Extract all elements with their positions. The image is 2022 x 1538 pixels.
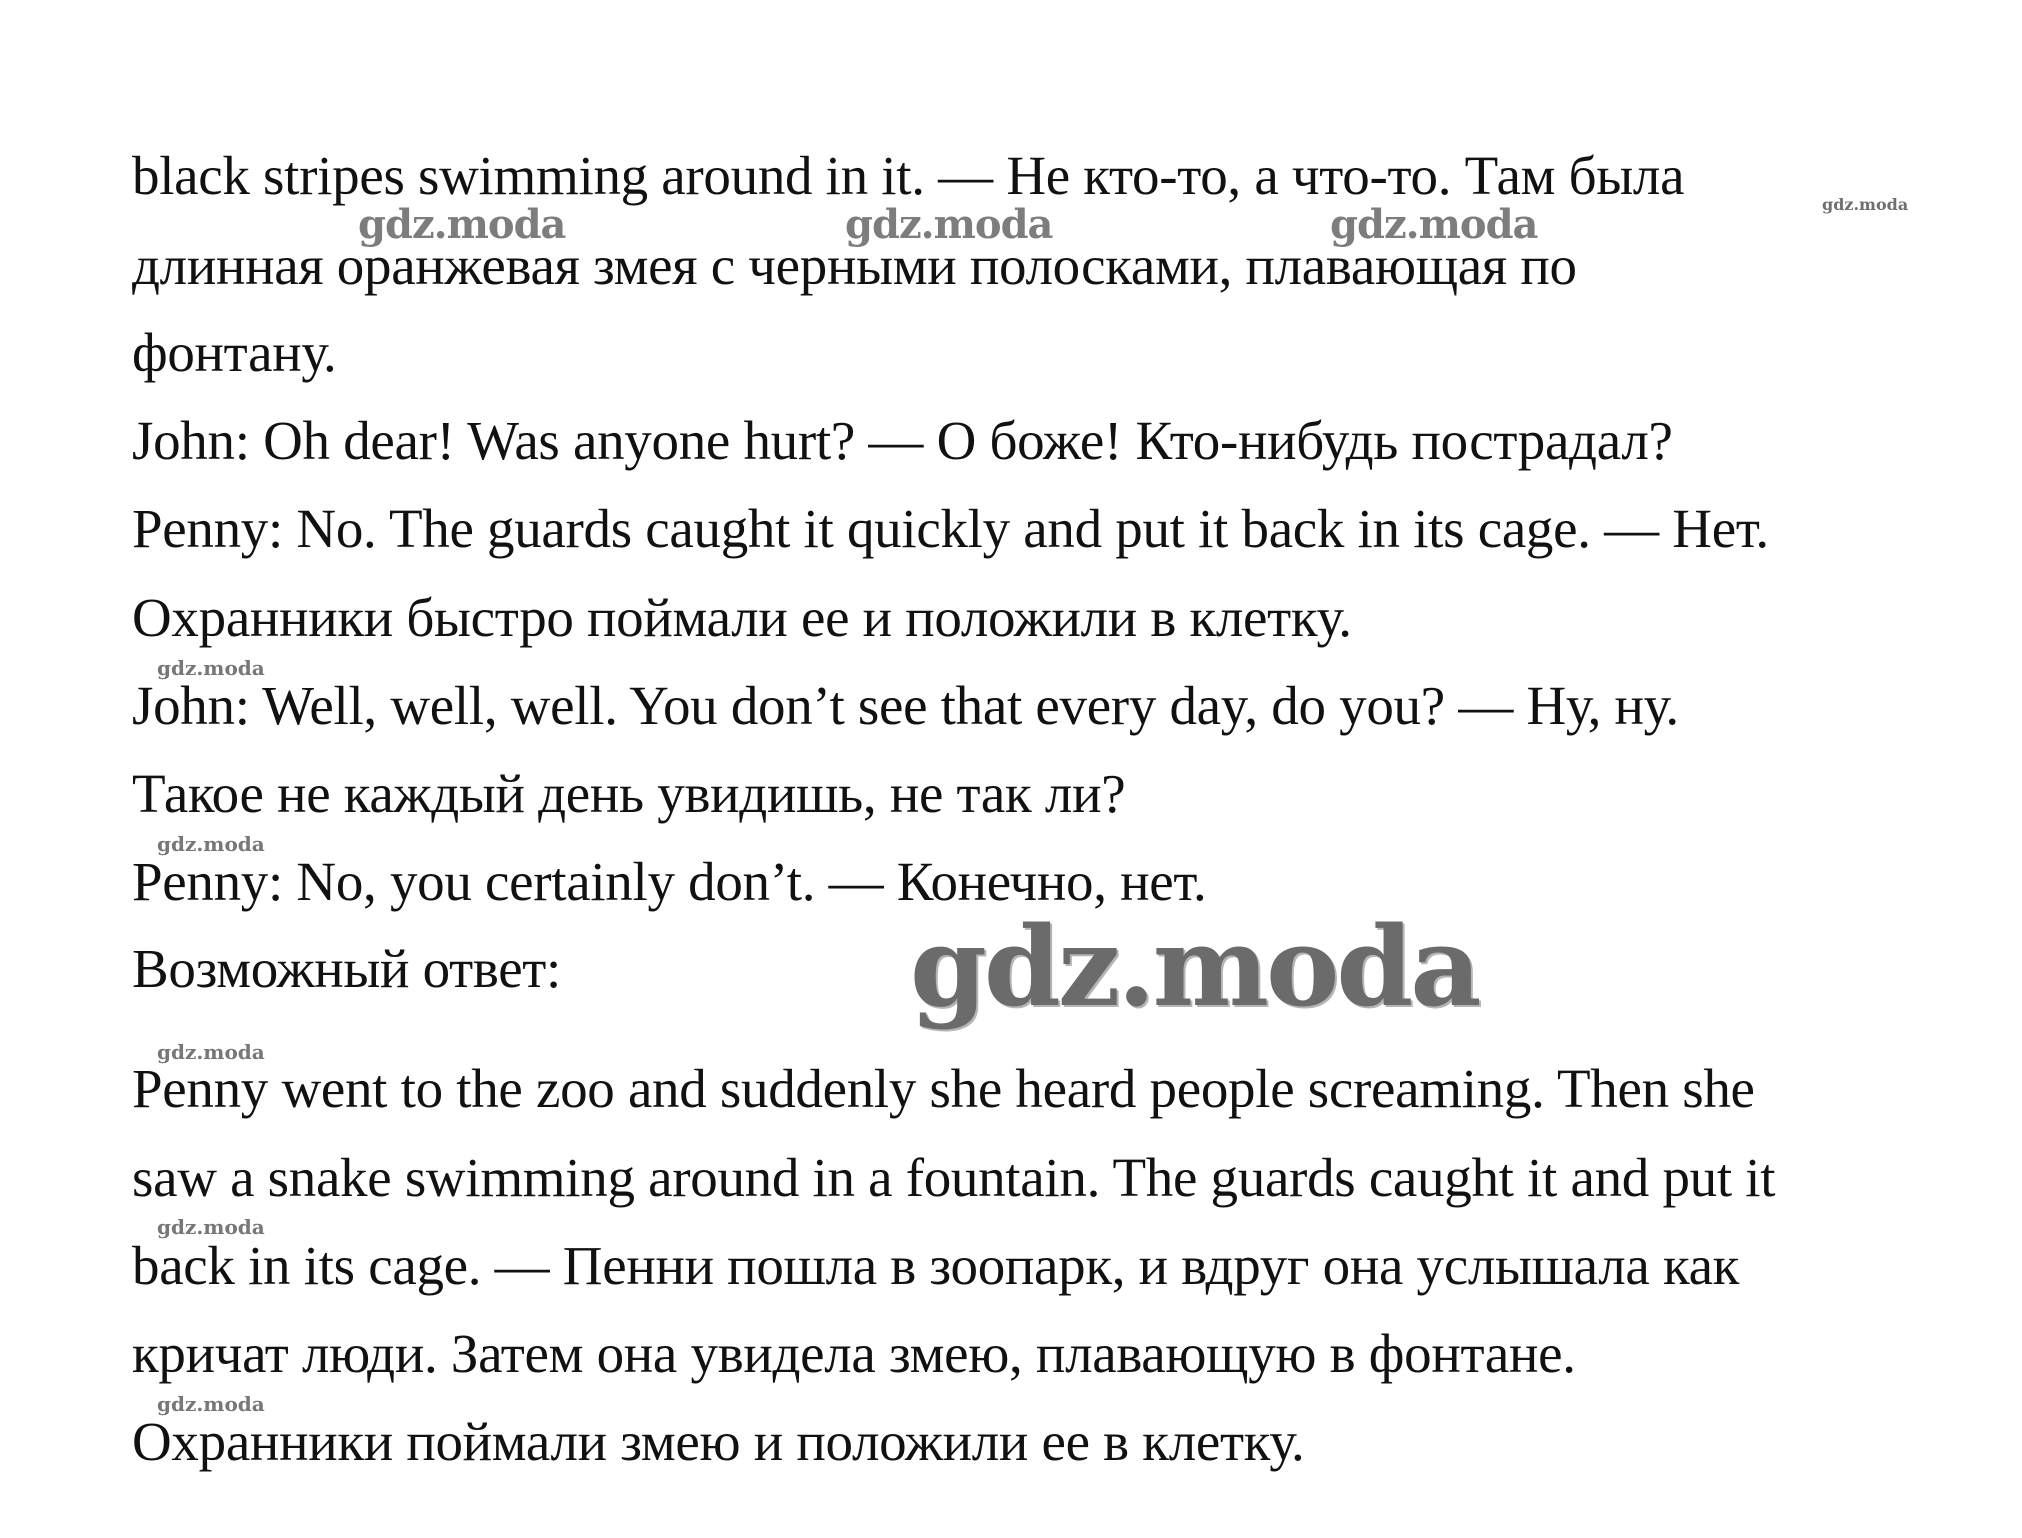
text-line-7: John: Well, well, well. You don’t see that every day, do you? — Ну, ну. bbox=[132, 675, 1679, 736]
text-line-14: кричат люди. Затем она увидела змею, плавающую в фонтане. bbox=[132, 1323, 1576, 1384]
watermark-logo: gdz.moda bbox=[845, 201, 1053, 248]
watermark-logo: gdz.moda bbox=[157, 832, 265, 856]
text-line-9: Penny: No, you certainly don’t. — Конечно, нет. bbox=[132, 851, 1207, 912]
text-line-3: фонтану. bbox=[132, 322, 337, 383]
watermark-logo: gdz.moda bbox=[157, 656, 265, 680]
text-line-13: back in its cage. — Пенни пошла в зоопарк, и вдруг она услышала как bbox=[132, 1235, 1740, 1296]
text-line-10: Возможный ответ: bbox=[132, 938, 562, 999]
text-line-1: black stripes swimming around in it. — Не кто-то, а что-то. Там была bbox=[132, 145, 1685, 206]
text-line-6: Охранники быстро поймали ее и положили в клетку. bbox=[132, 587, 1352, 648]
watermark-logo: gdz.moda bbox=[157, 1392, 265, 1416]
text-line-8: Такое не каждый день увидишь, не так ли? bbox=[132, 763, 1126, 824]
text-line-2: длинная оранжевая змея с черными полосками, плавающая по bbox=[132, 235, 1577, 296]
text-line-4: John: Oh dear! Was anyone hurt? — О боже! Кто-нибудь пострадал? bbox=[132, 410, 1673, 471]
watermark-logo-large: gdz.moda bbox=[910, 902, 1479, 1031]
text-line-11: Penny went to the zoo and suddenly she heard people screaming. Then she bbox=[132, 1058, 1755, 1119]
watermark-logo: gdz.moda bbox=[358, 201, 566, 248]
text-line-5: Penny: No. The guards caught it quickly and put it back in its cage. — Нет. bbox=[132, 498, 1769, 559]
watermark-logo: gdz.moda bbox=[157, 1215, 265, 1239]
text-line-12: saw a snake swimming around in a fountain. The guards caught it and put it bbox=[132, 1147, 1776, 1208]
watermark-logo: gdz.moda bbox=[1822, 195, 1909, 214]
text-line-15: Охранники поймали змею и положили ее в клетку. bbox=[132, 1411, 1305, 1472]
watermark-logo: gdz.moda bbox=[1330, 201, 1538, 248]
watermark-logo: gdz.moda bbox=[157, 1040, 265, 1064]
